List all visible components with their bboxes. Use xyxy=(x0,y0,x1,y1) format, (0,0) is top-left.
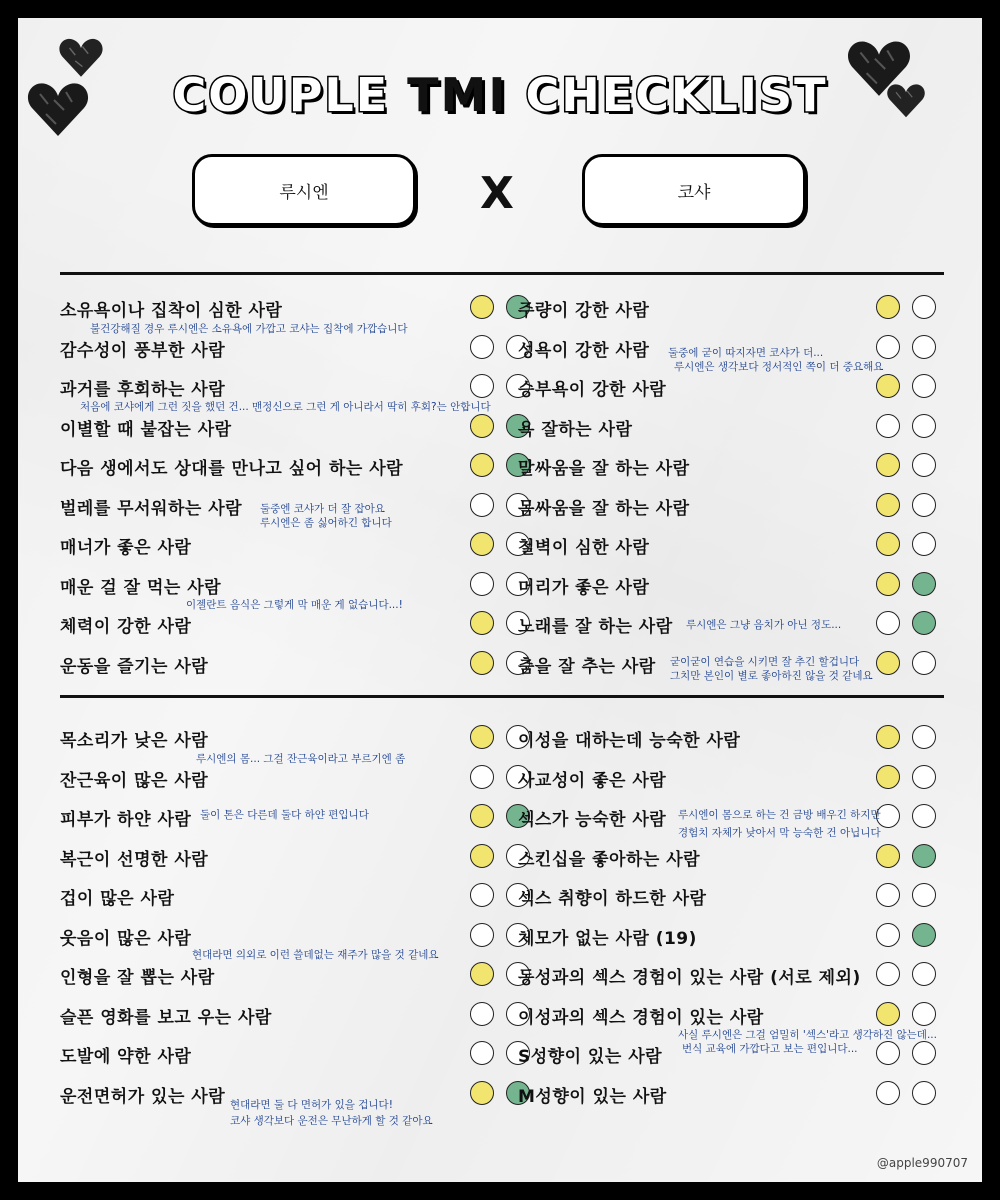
checklist-item-label: 슬픈 영화를 보고 우는 사람 xyxy=(60,1007,272,1028)
kosha-check-circle[interactable] xyxy=(912,611,936,635)
checklist-row xyxy=(518,882,978,912)
checklist-item-label: 철벽이 심한 사람 xyxy=(518,538,650,558)
lucien-check-circle[interactable] xyxy=(470,765,494,789)
checklist-row xyxy=(518,531,978,561)
lucien-check-circle[interactable] xyxy=(470,1041,494,1065)
checklist-row xyxy=(60,882,520,912)
checklist-item-label: 복근이 선명한 사람 xyxy=(60,849,209,870)
checklist-row xyxy=(60,764,520,794)
checklist-row xyxy=(518,452,978,482)
kosha-check-circle[interactable] xyxy=(912,804,936,828)
lucien-check-circle[interactable] xyxy=(470,923,494,947)
note: 둘중에 굳이 따지자면 코샤가 더... xyxy=(668,347,824,359)
checklist-row xyxy=(518,571,978,601)
lucien-check-circle[interactable] xyxy=(470,651,494,675)
lucien-check-circle[interactable] xyxy=(470,1081,494,1105)
checklist-item-label: 운동을 즐기는 사람 xyxy=(60,656,209,677)
note: 둘중엔 코샤가 더 잘 잡아요 xyxy=(260,503,385,515)
note: 경험치 자체가 낮아서 막 능숙한 건 아닙니다 xyxy=(678,827,881,839)
lucien-check-circle[interactable] xyxy=(876,1041,900,1065)
lucien-check-circle[interactable] xyxy=(876,962,900,986)
kosha-check-circle[interactable] xyxy=(912,335,936,359)
checklist-row xyxy=(60,724,520,754)
lucien-check-circle[interactable] xyxy=(876,572,900,596)
checklist-item-label: 노래를 잘 하는 사람 xyxy=(518,617,673,637)
checklist-item-label: 매너가 좋은 사람 xyxy=(60,538,192,558)
checklist-item-label: 이성을 대하는데 능숙한 사람 xyxy=(518,731,741,751)
divider-middle xyxy=(60,695,944,698)
checklist-item-label: 도발에 약한 사람 xyxy=(60,1047,192,1067)
kosha-check-circle[interactable] xyxy=(912,883,936,907)
checklist-row xyxy=(60,413,520,443)
checklist-item-label: 동성과의 섹스 경험이 있는 사람 (서로 제외) xyxy=(518,968,861,988)
checklist-item-label: 매운 걸 잘 먹는 사람 xyxy=(60,577,222,598)
lucien-check-circle[interactable] xyxy=(876,295,900,319)
lucien-check-circle[interactable] xyxy=(876,1002,900,1026)
lucien-check-circle[interactable] xyxy=(876,493,900,517)
checklist-item-label: 운전면허가 있는 사람 xyxy=(60,1086,226,1107)
checklist-row xyxy=(518,843,978,873)
lucien-check-circle[interactable] xyxy=(876,611,900,635)
checklist-row xyxy=(60,373,520,403)
lucien-check-circle[interactable] xyxy=(470,883,494,907)
kosha-check-circle[interactable] xyxy=(912,295,936,319)
lucien-check-circle[interactable] xyxy=(876,725,900,749)
lucien-check-circle[interactable] xyxy=(470,295,494,319)
page-title: COUPLE TMI CHECKLIST xyxy=(172,68,828,122)
lucien-check-circle[interactable] xyxy=(470,611,494,635)
kosha-check-circle[interactable] xyxy=(912,453,936,477)
kosha-check-circle[interactable] xyxy=(912,962,936,986)
checklist-item-label: 섹스가 능숙한 사람 xyxy=(518,810,667,830)
kosha-check-circle[interactable] xyxy=(912,765,936,789)
checklist-item-label: M성향이 있는 사람 xyxy=(518,1086,667,1107)
right-name: 코샤 xyxy=(677,182,711,203)
checklist-item-label: 겁이 많은 사람 xyxy=(60,889,175,909)
lucien-check-circle[interactable] xyxy=(470,335,494,359)
lucien-check-circle[interactable] xyxy=(470,493,494,517)
lucien-check-circle[interactable] xyxy=(470,804,494,828)
kosha-check-circle[interactable] xyxy=(912,725,936,749)
checklist-row xyxy=(60,922,520,952)
note: 루시엔은 생각보다 정서적인 쪽이 더 중요해요 xyxy=(674,361,884,373)
checklist-item-label: 인형을 잘 뽑는 사람 xyxy=(60,968,215,988)
watermark: @apple990707 xyxy=(876,1156,968,1170)
checklist-row xyxy=(60,961,520,991)
checklist-row xyxy=(60,334,520,364)
checklist-item-label: 머리가 좋은 사람 xyxy=(518,577,650,598)
checklist-row xyxy=(60,531,520,561)
checklist-item-label: 스킨십을 좋아하는 사람 xyxy=(518,849,701,870)
checklist-row xyxy=(60,843,520,873)
checklist-item-label: 감수성이 풍부한 사람 xyxy=(60,340,226,361)
lucien-check-circle[interactable] xyxy=(470,1002,494,1026)
checklist-item-label: 과거를 후회하는 사람 xyxy=(60,380,226,400)
lucien-check-circle[interactable] xyxy=(876,374,900,398)
checklist-item-label: 이성과의 섹스 경험이 있는 사람 xyxy=(518,1007,764,1028)
right-name-box xyxy=(582,154,806,226)
note: 그치만 본인이 별로 좋아하진 않을 것 같네요 xyxy=(670,670,873,682)
checklist-item-label: 소유욕이나 집착이 심한 사람 xyxy=(60,301,283,321)
note: 처음에 코샤에게 그런 짓을 했던 건... 맨정신으로 그런 게 아니라서 딱히 후회?는 안합니다 xyxy=(80,401,491,413)
checklist-item-label: 섹스 취향이 하드한 사람 xyxy=(518,889,707,909)
checklist-item-label: 체모가 없는 사람 (19) xyxy=(518,928,697,949)
note: 루시엔이 몸으로 하는 건 금방 배우긴 하지만 xyxy=(678,809,881,821)
checklist-row xyxy=(518,922,978,952)
note: 코샤 생각보다 운전은 무난하게 할 것 같아요 xyxy=(230,1115,433,1127)
lucien-check-circle[interactable] xyxy=(470,725,494,749)
note: 루시엔의 몸... 그걸 잔근육이라고 부르기엔 좀 xyxy=(196,753,406,765)
lucien-check-circle[interactable] xyxy=(876,1081,900,1105)
lucien-check-circle[interactable] xyxy=(876,883,900,907)
checklist-item-label: 이별할 때 붙잡는 사람 xyxy=(60,419,232,440)
kosha-check-circle[interactable] xyxy=(912,1041,936,1065)
checklist-row xyxy=(518,413,978,443)
checklist-item-label: 주량이 강한 사람 xyxy=(518,301,650,321)
checklist-row xyxy=(60,571,520,601)
lucien-check-circle[interactable] xyxy=(876,765,900,789)
checklist-paper xyxy=(18,18,982,1182)
note: 번식 교육에 가깝다고 보는 편입니다... xyxy=(682,1043,858,1055)
note: 루시엔은 그냥 음치가 아닌 정도... xyxy=(686,619,842,631)
kosha-check-circle[interactable] xyxy=(912,923,936,947)
lucien-check-circle[interactable] xyxy=(876,335,900,359)
kosha-check-circle[interactable] xyxy=(912,1002,936,1026)
checklist-item-label: 다음 생에서도 상대를 만나고 싶어 하는 사람 xyxy=(60,459,404,479)
note: 둘이 톤은 다른데 둘다 하얀 편입니다 xyxy=(200,809,369,821)
checklist-row xyxy=(518,492,978,522)
checklist-item-label: 목소리가 낮은 사람 xyxy=(60,731,209,751)
lucien-check-circle[interactable] xyxy=(470,962,494,986)
kosha-check-circle[interactable] xyxy=(912,414,936,438)
lucien-check-circle[interactable] xyxy=(470,453,494,477)
kosha-check-circle[interactable] xyxy=(912,493,936,517)
checklist-item-label: 승부욕이 강한 사람 xyxy=(518,380,667,400)
checklist-row xyxy=(518,1001,978,1031)
checklist-item-label: 춤을 잘 추는 사람 xyxy=(518,656,656,677)
kosha-check-circle[interactable] xyxy=(912,572,936,596)
checklist-item-label: 피부가 하얀 사람 xyxy=(60,810,192,830)
note: 현대라면 둘 다 면허가 있을 겁니다! xyxy=(230,1099,393,1111)
left-name-box xyxy=(192,154,416,226)
versus-mark: X xyxy=(480,168,514,219)
left-name: 루시엔 xyxy=(279,182,329,203)
note: 불건강해질 경우 루시엔은 소유욕에 가깝고 코샤는 집착에 가깝습니다 xyxy=(90,323,408,335)
lucien-check-circle[interactable] xyxy=(876,651,900,675)
kosha-check-circle[interactable] xyxy=(912,651,936,675)
checklist-row xyxy=(518,764,978,794)
checklist-item-label: 웃음이 많은 사람 xyxy=(60,928,192,949)
checklist-row xyxy=(518,373,978,403)
note: 현대라면 의외로 이런 쓸데없는 재주가 많을 것 같네요 xyxy=(192,949,439,961)
kosha-check-circle[interactable] xyxy=(912,374,936,398)
lucien-check-circle[interactable] xyxy=(470,532,494,556)
lucien-check-circle[interactable] xyxy=(470,374,494,398)
lucien-check-circle[interactable] xyxy=(470,572,494,596)
kosha-check-circle[interactable] xyxy=(912,844,936,868)
divider-top xyxy=(60,272,944,275)
checklist-row xyxy=(518,294,978,324)
lucien-check-circle[interactable] xyxy=(876,414,900,438)
note: 사실 루시엔은 그걸 엄밀히 '섹스'라고 생각하진 않는데... xyxy=(678,1029,937,1041)
checklist-item-label: 사교성이 좋은 사람 xyxy=(518,770,667,791)
checklist-item-label: 몸싸움을 잘 하는 사람 xyxy=(518,498,690,519)
checklist-row xyxy=(60,1040,520,1070)
kosha-check-circle[interactable] xyxy=(912,1081,936,1105)
lucien-check-circle[interactable] xyxy=(876,532,900,556)
lucien-check-circle[interactable] xyxy=(470,414,494,438)
note: 굳이굳이 연습을 시키면 잘 추긴 할겁니다 xyxy=(670,656,860,668)
checklist-item-label: 잔근육이 많은 사람 xyxy=(60,770,209,791)
lucien-check-circle[interactable] xyxy=(876,844,900,868)
lucien-check-circle[interactable] xyxy=(470,844,494,868)
checklist-item-label: 욕 잘하는 사람 xyxy=(518,419,633,440)
checklist-item-label: 성욕이 강한 사람 xyxy=(518,340,650,361)
checklist-item-label: 벌레를 무서워하는 사람 xyxy=(60,498,243,519)
checklist-row xyxy=(518,724,978,754)
checklist-item-label: 말싸움을 잘 하는 사람 xyxy=(518,459,690,479)
lucien-check-circle[interactable] xyxy=(876,923,900,947)
checklist-item-label: 체력이 강한 사람 xyxy=(60,617,192,637)
checklist-row xyxy=(60,610,520,640)
checklist-item-label: S성향이 있는 사람 xyxy=(518,1047,663,1067)
checklist-row xyxy=(60,294,520,324)
checklist-row xyxy=(60,1001,520,1031)
checklist-row xyxy=(60,452,520,482)
checklist-row xyxy=(518,961,978,991)
kosha-check-circle[interactable] xyxy=(912,532,936,556)
checklist-row xyxy=(60,650,520,680)
lucien-check-circle[interactable] xyxy=(876,453,900,477)
checklist-row xyxy=(518,1080,978,1110)
note: 이젤란트 음식은 그렇게 막 매운 게 없습니다...! xyxy=(186,599,403,611)
note: 루시엔은 좀 싫어하긴 합니다 xyxy=(260,517,392,529)
